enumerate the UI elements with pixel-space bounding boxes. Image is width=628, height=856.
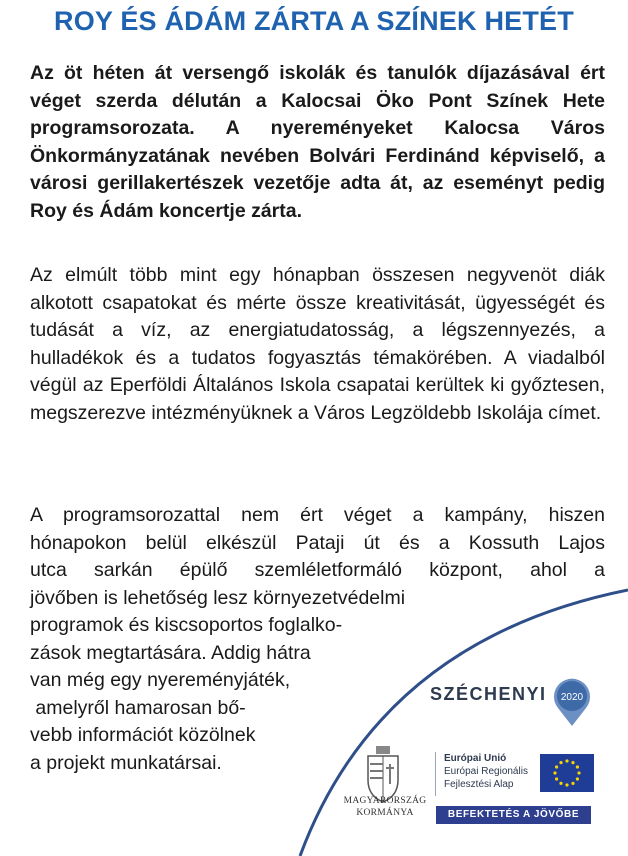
eu-text (444, 752, 528, 791)
lead-paragraph: Az öt héten át versengő iskolák és tanulók díjazásával ért véget szerda délután a Kalocsai Öko Pont Színek Hete programsorozata. A nyereményeket Kalocsa Város Önkormányzatának nevében Bolvári Ferdinánd képviselő, a városi gerillakertészek vezetője adta át, az eseményt pedig Roy és Ádám koncertje zárta. (30, 62, 605, 222)
paragraph-line: jövőben is lehetőség lesz környezetvédelmi (30, 586, 406, 609)
paragraph-line: amelyről hamarosan bő- (30, 696, 246, 719)
body-paragraph-2: Az elmúlt több mint egy hónapban összesen negyvenöt diák alkotott csapatokat és mérte össze kreativitását, ügyességét és tudását a víz, az energiatudatosság, a légszennyezés, a hulladékok és a tudatos fogyasztás témakörében. A viadalból végül az Eperföldi Általános Iskola csapatai kerültek ki győztesen, megszerezve intézményüknek a Város Legzöldebb Iskolája címet. (30, 264, 605, 424)
eu-line-2: Európai Regionális (444, 766, 528, 777)
body-paragraph-3 (30, 502, 605, 777)
eu-line-3: Fejlesztési Alap (444, 779, 514, 790)
article-title: ROY ÉS ÁDÁM ZÁRTA A SZÍNEK HETÉT (54, 6, 574, 36)
paragraph-line: van még egy nyereményjáték, (30, 669, 291, 691)
gov-line-1: MAGYARORSZÁG (343, 796, 427, 806)
gov-line-2: KORMÁNYA (356, 808, 414, 818)
szechenyi-label: SZÉCHENYI (430, 684, 547, 704)
paragraph-line: A programsorozattal nem ért véget a kampány, hiszen (30, 504, 605, 526)
paragraph-line: utca sarkán épülő szemléletformáló központ, ahol a (30, 559, 605, 581)
eu-line-1: Európai Unió (444, 753, 507, 764)
paragraph-line: vebb információt közölnek (30, 724, 256, 746)
paragraph-line: programok és kiscsoportos foglalko- (30, 614, 343, 636)
paragraph-line: a projekt munkatársai. (30, 751, 222, 774)
invest-banner: BEFEKTETÉS A JÖVŐBE (436, 806, 591, 824)
paragraph-line: zások megtartására. Addig hátra (30, 641, 311, 664)
map-pin-icon (550, 674, 594, 728)
government-logo-text (340, 795, 430, 819)
eu-logo (435, 752, 591, 796)
szechenyi-year: 2020 (560, 692, 584, 703)
szechenyi-logo (430, 672, 600, 732)
paragraph-line: hónapokon belül elkészül Pataji út és a Kossuth Lajos (30, 531, 605, 554)
eu-flag-icon (540, 754, 594, 792)
